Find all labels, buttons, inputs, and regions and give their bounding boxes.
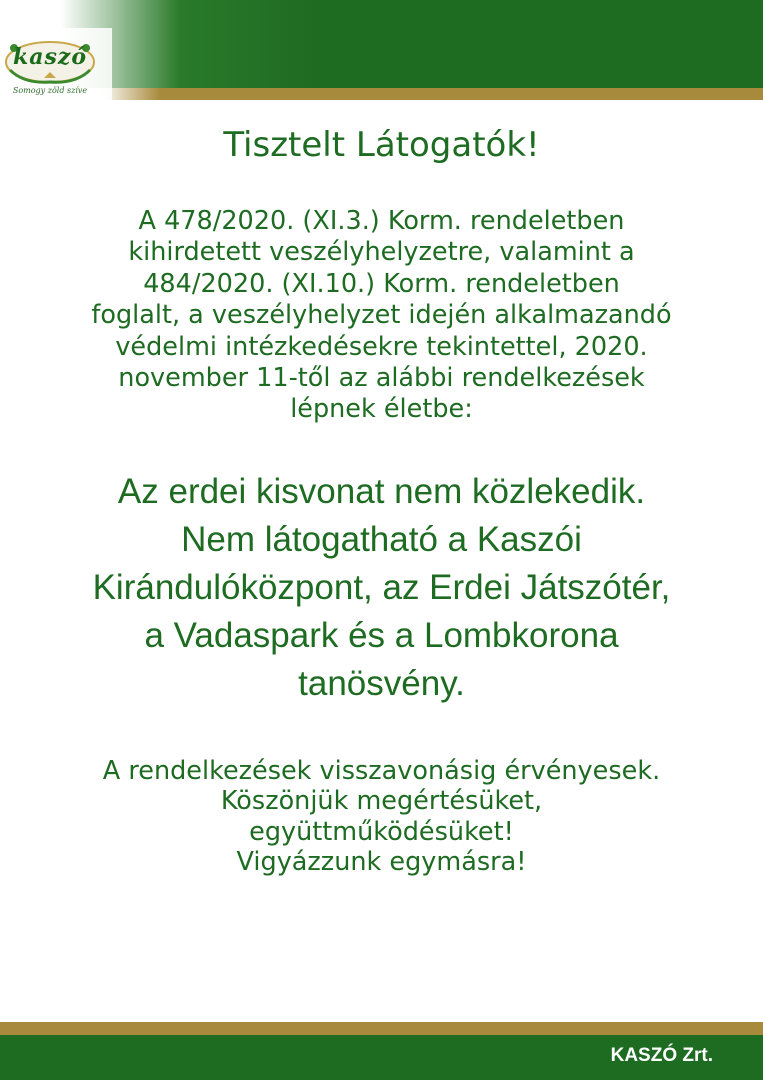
intro-line: 484/2020. (XI.10.) Korm. rendeletben	[143, 268, 620, 299]
intro-line: A 478/2020. (XI.3.) Korm. rendeletben	[138, 206, 625, 236]
intro-paragraph	[0, 206, 763, 426]
closing-line: Köszönjük megértésüket,	[220, 786, 543, 817]
footer-gold-stripe	[0, 1022, 763, 1035]
closure-notice	[0, 468, 763, 708]
header-gold-stripe	[0, 88, 763, 100]
page-title: Tisztelt Látogatók!	[223, 125, 540, 165]
closing-line: együttműködésüket!	[249, 816, 514, 847]
intro-line: védelmi intézkedésekre tekintettel, 2020.	[115, 331, 648, 362]
kaszo-logo	[4, 40, 96, 98]
closing-paragraph	[0, 756, 763, 878]
logo-wordmark: kaszó	[12, 44, 88, 70]
notice-line: Kirándulóközpont, az Erdei Játszótér,	[92, 567, 671, 607]
intro-line: lépnek életbe:	[290, 394, 473, 425]
header-band	[0, 0, 763, 88]
logo-tagline: Somogy zöld szíve	[12, 86, 88, 95]
notice-content	[0, 122, 763, 878]
closing-line: A rendelkezések visszavonásig érvényesek.	[102, 755, 661, 786]
notice-line: tanösvény.	[298, 663, 465, 703]
notice-line: Az erdei kisvonat nem közlekedik.	[117, 471, 646, 511]
company-name: KASZÓ Zrt.	[610, 1045, 713, 1066]
intro-line: kihirdetett veszélyhelyzetre, valamint a	[128, 237, 635, 268]
intro-line: foglalt, a veszélyhelyzet idején alkalmazandó	[91, 300, 672, 331]
intro-line: november 11-től az alábbi rendelkezések	[118, 363, 645, 394]
notice-line: a Vadaspark és a Lombkorona	[144, 615, 619, 655]
notice-line: Nem látogatható a Kaszói	[181, 519, 582, 559]
closing-line: Vigyázzunk egymásra!	[236, 847, 527, 878]
